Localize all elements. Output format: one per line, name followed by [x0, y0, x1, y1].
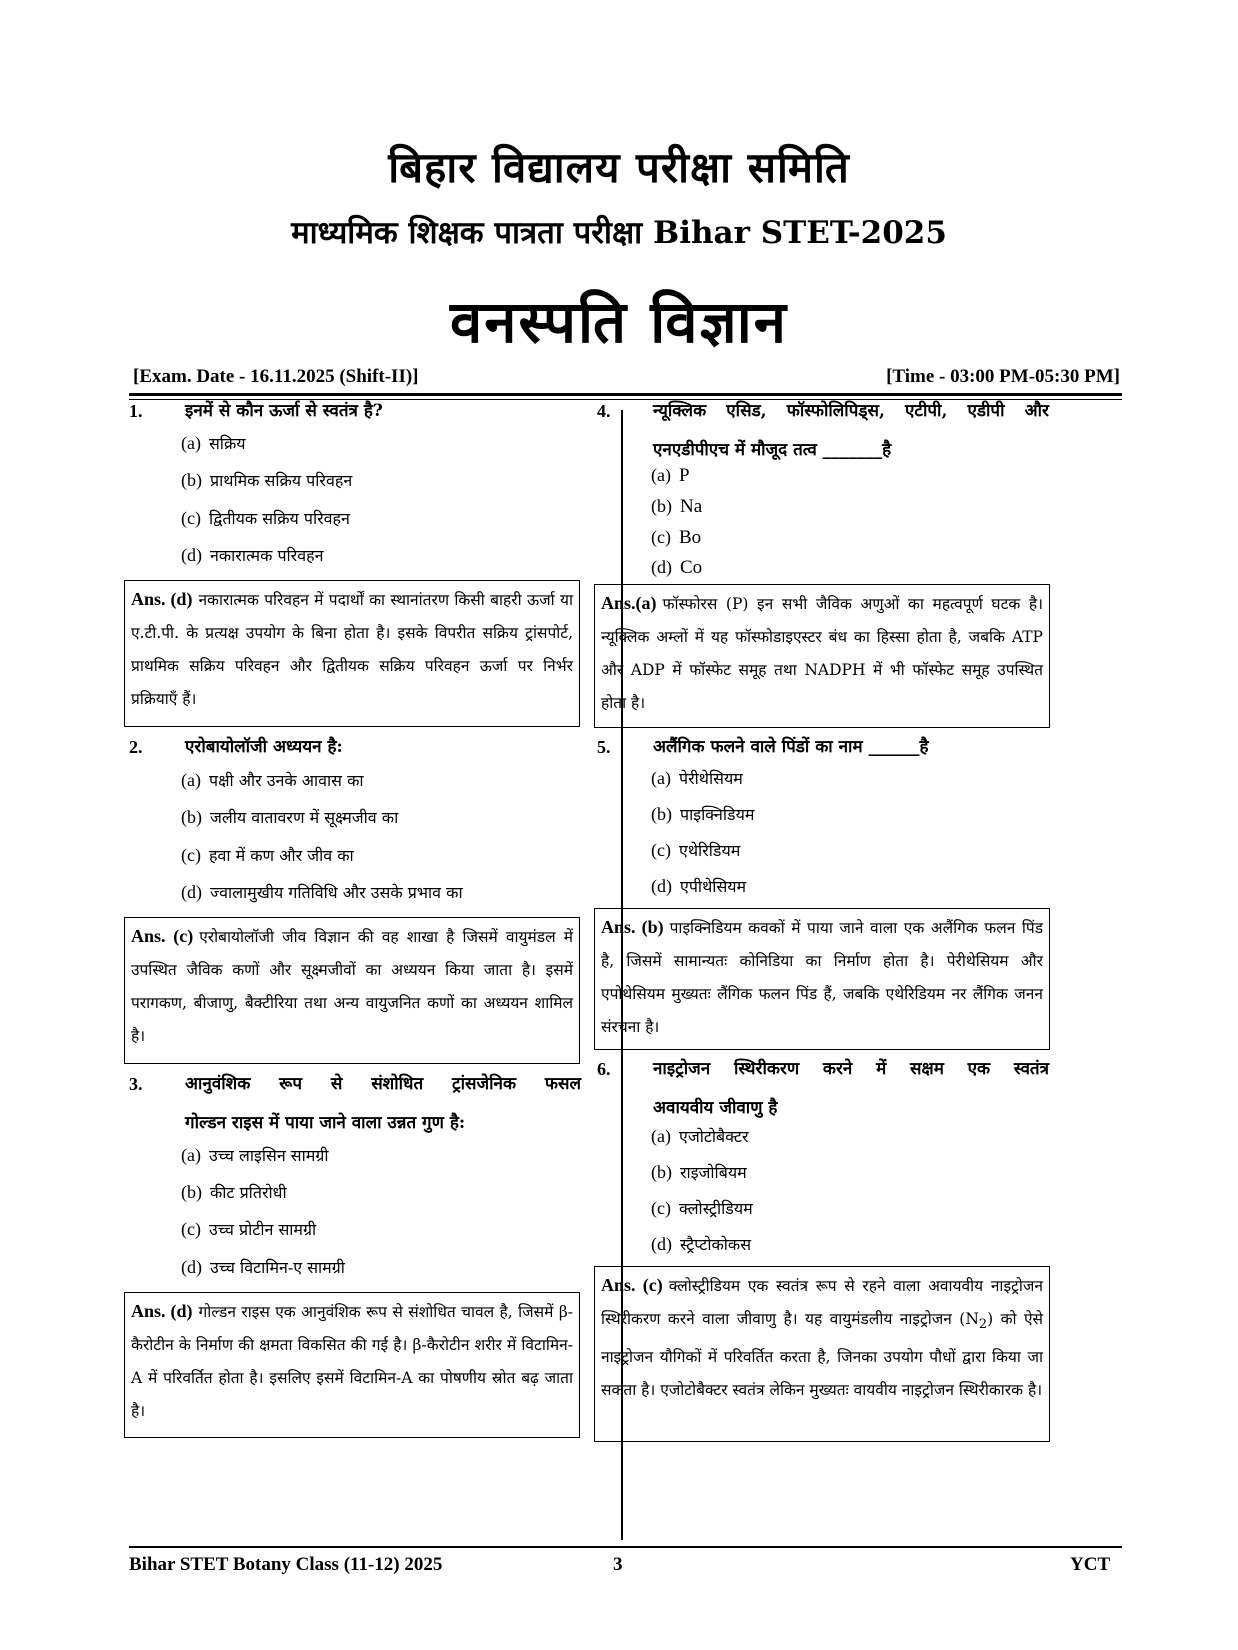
question-text-line2: गोल्डन राइस में पाया जाने वाला उन्नत गुण है: [185, 1113, 466, 1133]
option-label: (c) [181, 508, 201, 528]
answer-text: गोल्डन राइस एक आनुवंशिक रूप से संशोधित चावल है, जिसमें β-कैरोटीन के निर्माण की क्षमता विकसित की गई है। β-कैरोटीन शरीर में विटामिन-A में परिवर्तित होता है। इसलिए इसमें विटामिन-A का पोषणीय स्रोत बढ़ जाता है। [131, 1303, 574, 1420]
option-label: (a) [181, 770, 201, 790]
option-text: उच्च लाइसिन सामग्री [208, 1146, 329, 1165]
question-2 [129, 728, 581, 768]
question-number: 5. [597, 737, 611, 757]
option-b[interactable] [651, 804, 754, 825]
option-text: पाइक्निडियम [680, 805, 755, 824]
option-text: सक्रिय [208, 434, 246, 453]
option-text: ज्वालामुखीय गतिविधि और उसके प्रभाव का [210, 883, 463, 902]
option-c[interactable] [181, 1219, 316, 1240]
question-number: 2. [129, 737, 143, 757]
subject-title: वनस्पति विज्ञान [450, 288, 788, 356]
answer-label: Ans. (b) [601, 917, 664, 937]
option-text: Na [680, 496, 703, 517]
question-number: 4. [597, 401, 611, 421]
option-text: पेरीथेसियम [678, 769, 743, 788]
option-c[interactable] [181, 508, 350, 529]
answer-text-part2: ) को ऐसे नाइट्रोजन यौगिकों में परिवर्तित करता है, जिनका उपयोग पौधों द्वारा किया जा सकता है। एजोटोबैक्टर स्वतंत्र लेकिन मुख्यतः वायवीय नाइट्रोजन स्थिरीकारक है। [601, 1310, 1043, 1400]
option-label: (d) [181, 545, 202, 565]
option-label: (b) [181, 807, 202, 827]
option-b[interactable] [651, 1162, 747, 1183]
option-text: P [678, 465, 690, 486]
option-a[interactable] [181, 770, 364, 791]
answer-text-part1: क्लोस्ट्रीडियम एक स्वतंत्र रूप से रहने वाला अवायवीय नाइट्रोजन स्थिरीकरण करने वाला जीवाणु है। यह वायुमंडलीय नाइट्रोजन (N [601, 1277, 1043, 1328]
option-text: नकारात्मक परिवहन [210, 546, 324, 565]
answer-box-2 [124, 917, 580, 1064]
option-label: (d) [181, 1257, 202, 1277]
question-text-line2: एनएडीपीएच में मौजूद तत्व _______है [653, 440, 892, 460]
option-label: (a) [651, 1126, 671, 1146]
option-d[interactable] [181, 545, 324, 566]
publisher-name: YCT [1070, 1554, 1111, 1575]
option-text: स्ट्रैप्टोकोकस [680, 1235, 752, 1254]
option-label: (b) [181, 1182, 202, 1202]
subscript-2: 2 [978, 1317, 988, 1333]
option-text: राइजोबियम [680, 1163, 747, 1182]
option-d[interactable] [651, 557, 702, 578]
question-text: अलैंगिक फलने वाले पिंडों का नाम ______है [653, 737, 929, 757]
question-text-line1: न्यूक्लिक एसिड, फॉस्फोलिपिड्स, एटीपी, एडीपी और [653, 401, 1049, 421]
question-text: एरोबायोलॉजी अध्ययन है: [185, 737, 343, 757]
option-label: (c) [651, 527, 671, 547]
option-label: (a) [651, 768, 671, 788]
answer-text: एरोबायोलॉजी जीव विज्ञान की वह शाखा है जिसमें वायुमंडल में उपस्थित जैविक कणों और सूक्ष्मजीवों का अध्ययन किया जाता है। इसमें परागकण, बीजाणु, बैक्टीरिया तथा अन्य वायुजनित कणों का अध्ययन शामिल है। [131, 928, 573, 1045]
exam-info-line [133, 366, 1120, 390]
option-b[interactable] [651, 496, 702, 517]
option-a[interactable] [651, 768, 743, 789]
option-label: (a) [181, 433, 201, 453]
question-text: इनमें से कौन ऊर्जा से स्वतंत्र है? [185, 401, 383, 421]
option-b[interactable] [181, 807, 398, 828]
option-label: (b) [651, 496, 672, 516]
footer-title: Bihar STET Botany Class (11-12) 2025 [129, 1554, 443, 1575]
option-d[interactable] [181, 882, 463, 903]
question-1 [129, 392, 581, 432]
question-number: 6. [597, 1059, 611, 1079]
question-5 [597, 728, 1049, 768]
answer-text: नकारात्मक परिवहन में पदार्थों का स्थानांतरण किसी बाहरी ऊर्जा या ए.टी.पी. के प्रत्यक्ष उपयोग के बिना होता है। इसके विपरीत सक्रिय ट्रांसपोर्ट, प्राथमिक सक्रिय परिवहन और द्वितीयक सक्रिय परिवहन ऊर्जा पर निर्भर प्रक्रियाएँ हैं। [131, 591, 574, 708]
answer-label: Ans. (c) [601, 1275, 663, 1295]
question-3 [129, 1065, 581, 1145]
option-text: क्लोस्ट्रीडियम [678, 1199, 753, 1218]
page-number: 3 [613, 1554, 623, 1575]
option-label: (d) [651, 557, 672, 577]
option-text: Bo [678, 527, 702, 548]
option-text: द्वितीयक सक्रिय परिवहन [208, 509, 350, 528]
question-text-line1: नाइट्रोजन स्थिरीकरण करने में सक्षम एक स्वतंत्र [653, 1059, 1049, 1079]
option-text: एपीथेसियम [680, 877, 747, 896]
option-text: कीट प्रतिरोधी [210, 1183, 287, 1202]
answer-label: Ans. (c) [131, 926, 194, 946]
option-d[interactable] [651, 1234, 751, 1255]
answer-label: Ans. (d) [131, 1301, 193, 1321]
option-c[interactable] [651, 527, 701, 548]
option-b[interactable] [181, 1182, 287, 1203]
option-label: (d) [181, 882, 202, 902]
option-text: Co [680, 557, 703, 578]
option-c[interactable] [181, 845, 354, 866]
exam-date: [Exam. Date - 16.11.2025 (Shift-II)] [133, 366, 419, 387]
footer-rule [129, 1546, 1122, 1548]
option-text: उच्च प्रोटीन सामग्री [208, 1220, 317, 1239]
option-d[interactable] [651, 876, 746, 897]
option-label: (a) [181, 1145, 201, 1165]
option-label: (c) [651, 1198, 671, 1218]
option-text: एथेरिडियम [678, 841, 741, 860]
answer-box-4 [594, 584, 1050, 728]
exam-title: माध्यमिक शिक्षक पात्रता परीक्षा Bihar STET-2025 [291, 215, 947, 251]
option-label: (c) [651, 840, 671, 860]
org-title: बिहार विद्यालय परीक्षा समिति [388, 143, 850, 192]
option-a[interactable] [181, 1145, 329, 1166]
option-label: (c) [181, 845, 201, 865]
option-label: (c) [181, 1219, 201, 1239]
exam-time: [Time - 03:00 PM-05:30 PM] [886, 366, 1120, 387]
answer-label: Ans.(a) [601, 593, 657, 613]
question-4 [597, 392, 1049, 472]
option-text: उच्च विटामिन-ए सामग्री [210, 1258, 345, 1277]
option-label: (b) [651, 804, 672, 824]
question-text-line1: आनुवंशिक रूप से संशोधित ट्रांसजेनिक फसल [185, 1074, 581, 1094]
option-c[interactable] [651, 840, 740, 861]
option-text: एजोटोबैक्टर [678, 1127, 749, 1146]
option-label: (b) [651, 1162, 672, 1182]
answer-text: पाइक्निडियम कवकों में पाया जाने वाला एक अलैंगिक फलन पिंड है, जिसमें सामान्यतः कोनिडिया का निर्माण होता है। पेरीथेसियम और एपोथेसियम मुख्यतः लैंगिक फलन पिंड हैं, जबकि एथेरिडियम नर लैंगिक जनन संरचना है। [601, 919, 1043, 1036]
option-label: (d) [651, 1234, 672, 1254]
option-text: हवा में कण और जीव का [208, 846, 354, 865]
answer-box-3 [124, 1292, 580, 1438]
option-label: (d) [651, 876, 672, 896]
option-a[interactable] [651, 465, 690, 486]
question-number: 3. [129, 1074, 143, 1094]
option-label: (b) [181, 470, 202, 490]
option-c[interactable] [651, 1198, 753, 1219]
option-text: प्राथमिक सक्रिय परिवहन [210, 471, 353, 490]
question-number: 1. [129, 401, 143, 421]
option-a[interactable] [181, 433, 246, 454]
question-6 [597, 1050, 1049, 1130]
option-text: जलीय वातावरण में सूक्ष्मजीव का [210, 808, 399, 827]
option-b[interactable] [181, 470, 352, 491]
option-label: (a) [651, 465, 671, 485]
option-a[interactable] [651, 1126, 749, 1147]
answer-text: फॉस्फोरस (P) इन सभी जैविक अणुओं का महत्वपूर्ण घटक है। न्यूक्लिक अम्लों में यह फॉस्फोडाइएस्टर बंध का हिस्सा होता है, जबकि ATP और ADP में फॉस्फेट समूह तथा NADPH में भी फॉस्फेट समूह उपस्थित होता है। [601, 595, 1043, 712]
answer-box-1 [124, 580, 580, 727]
answer-box-5 [594, 908, 1050, 1050]
answer-label: Ans. (d) [131, 589, 193, 609]
option-text: पक्षी और उनके आवास का [208, 771, 364, 790]
question-text-line2: अवायवीय जीवाणु है [653, 1098, 778, 1118]
answer-box-6 [594, 1266, 1050, 1442]
option-d[interactable] [181, 1257, 345, 1278]
